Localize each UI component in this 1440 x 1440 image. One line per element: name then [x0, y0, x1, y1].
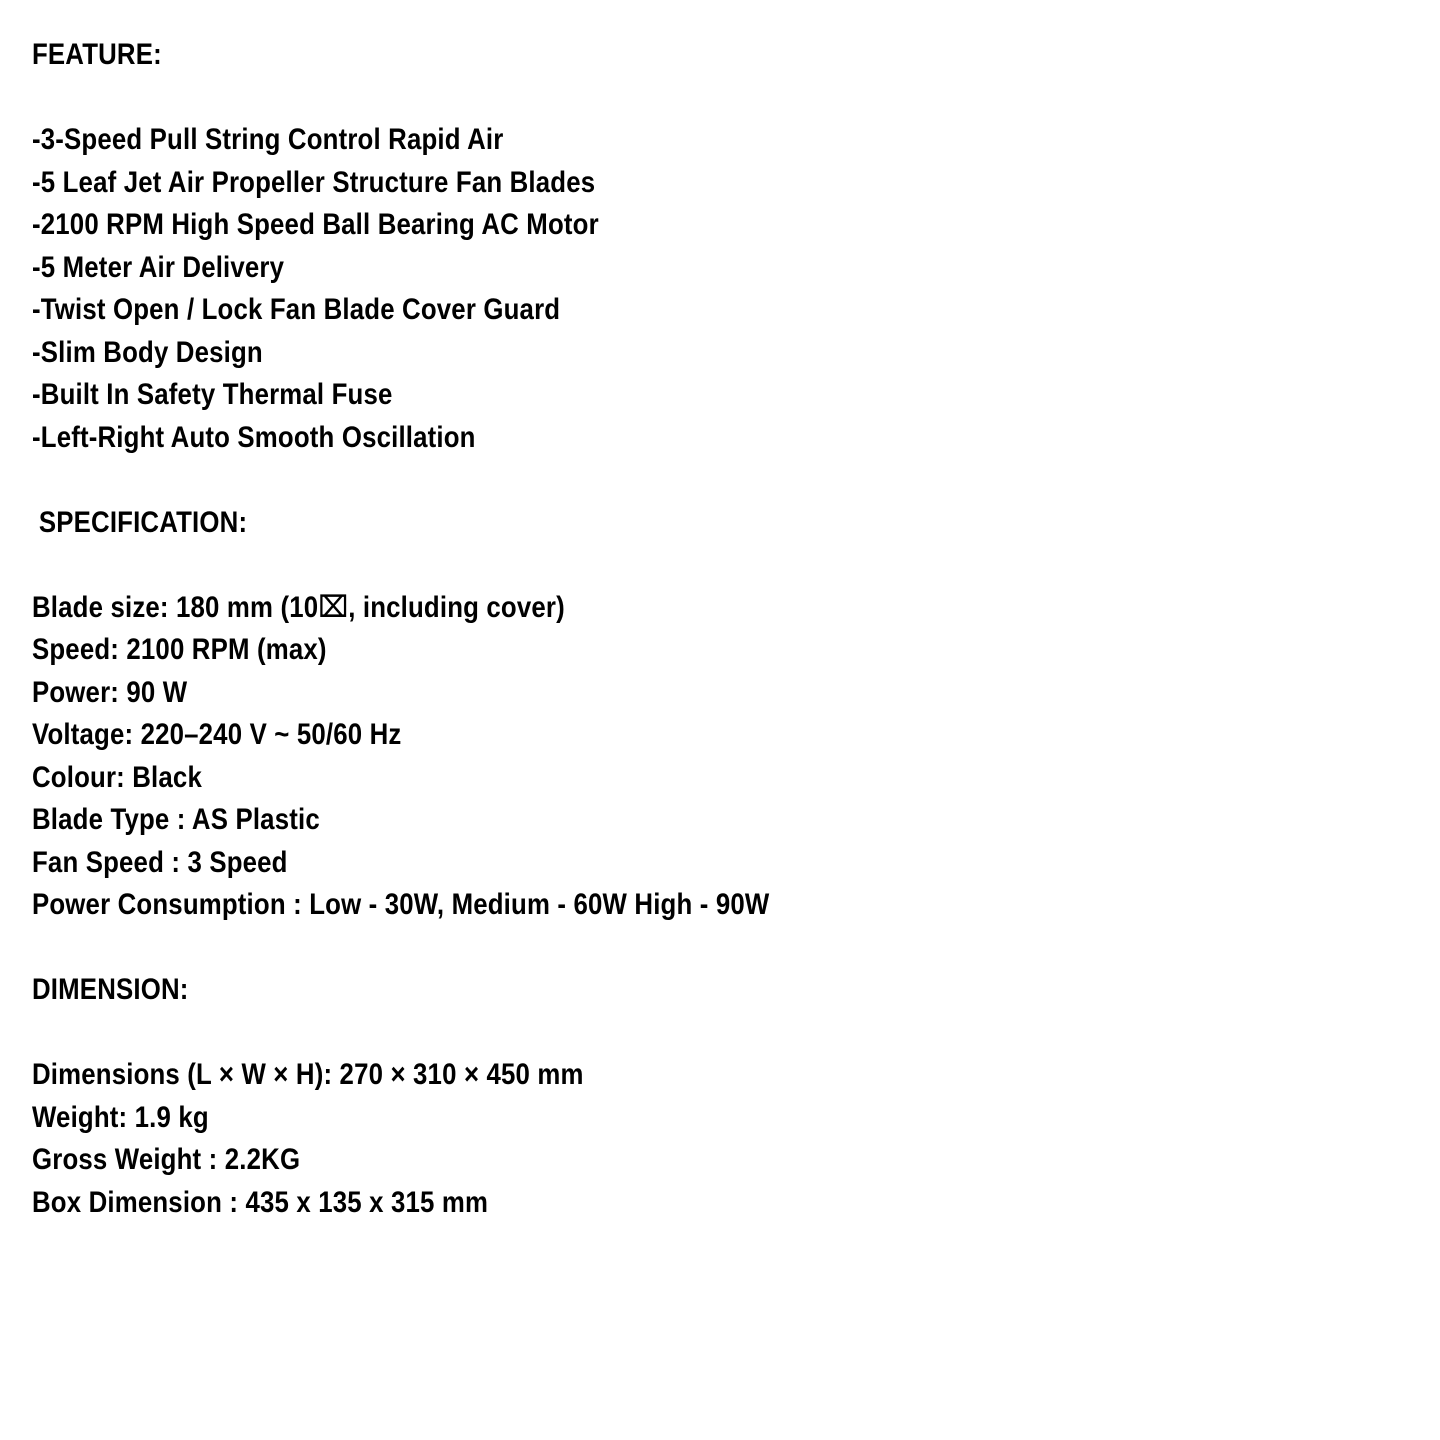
dimension-item: Box Dimension : 435 x 135 x 315 mm [32, 1185, 489, 1219]
feature-item: -2100 RPM High Speed Ball Bearing AC Motor [32, 208, 599, 241]
feature-heading: FEATURE: [32, 38, 162, 71]
feature-item: -5 Meter Air Delivery [32, 250, 285, 284]
spacer [32, 77, 1219, 120]
spec-item: Colour: Black [32, 760, 202, 794]
dimension-item: Dimensions (L × W × H): 270 × 310 × 450 mm [32, 1058, 584, 1091]
feature-item: -Left-Right Auto Smooth Oscillation [32, 420, 476, 454]
spec-item: Fan Speed : 3 Speed [32, 845, 288, 879]
spacer [32, 459, 1219, 502]
spec-item: Blade Type : AS Plastic [32, 803, 320, 836]
spec-item: Power Consumption : Low - 30W, Medium - 60W High - 90W [32, 888, 770, 921]
dimension-heading: DIMENSION: [32, 973, 189, 1006]
feature-item: -Twist Open / Lock Fan Blade Cover Guard [32, 293, 561, 326]
feature-item: -Built In Safety Thermal Fuse [32, 378, 393, 411]
dimension-item: Gross Weight : 2.2KG [32, 1143, 301, 1176]
feature-item: -5 Leaf Jet Air Propeller Structure Fan Blades [32, 165, 596, 199]
spec-item: Blade size: 180 mm (10⌧, including cover) [32, 590, 565, 624]
spec-item: Speed: 2100 RPM (max) [32, 633, 327, 666]
product-spec-document [32, 34, 1219, 1224]
spec-item: Voltage: 220–240 V ~ 50/60 Hz [32, 718, 402, 751]
spacer [32, 544, 1219, 587]
spacer [32, 927, 1219, 970]
specification-heading: SPECIFICATION: [38, 505, 248, 539]
spacer [32, 1012, 1219, 1055]
spec-item: Power: 90 W [32, 675, 188, 709]
dimension-item: Weight: 1.9 kg [32, 1100, 209, 1134]
feature-item: -Slim Body Design [32, 335, 263, 369]
feature-item: -3-Speed Pull String Control Rapid Air [32, 123, 504, 156]
